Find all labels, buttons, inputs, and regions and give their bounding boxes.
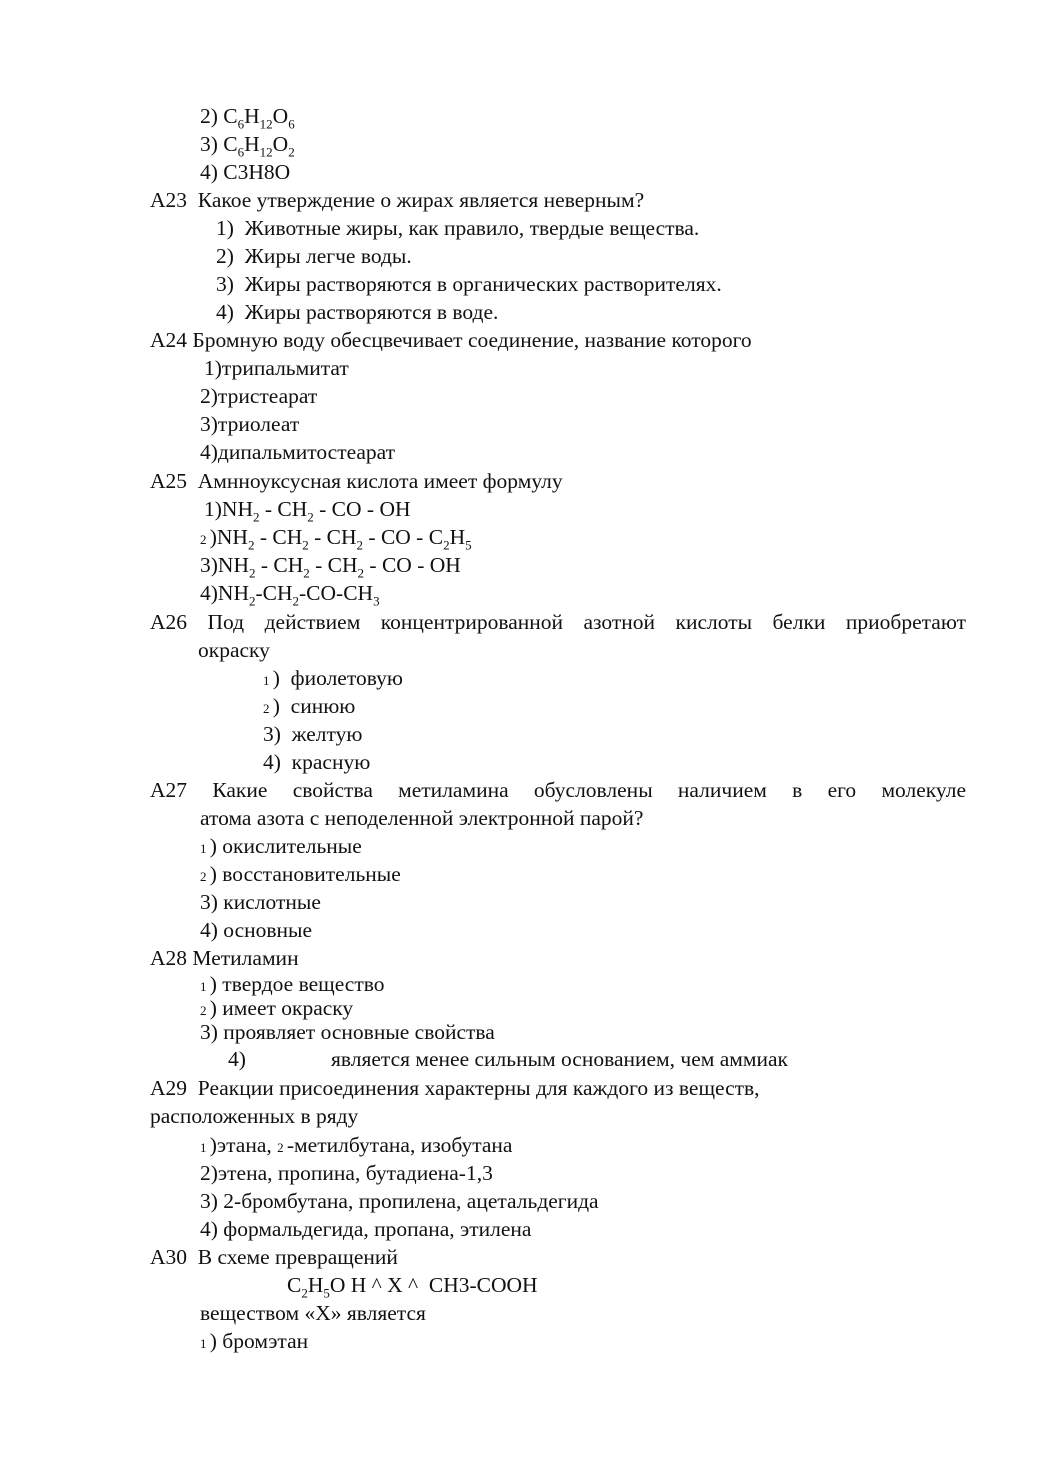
answer-option: 1) Животные жиры, как правило, твердые вещества. xyxy=(216,216,700,240)
answer-option: 3) $C_6H_{12}O_2$ xyxy=(200,132,295,160)
question-text: Амнноуксусная кислота имеет формулу xyxy=(197,469,563,493)
question-text-continuation: веществом «Х» является xyxy=(200,1301,426,1325)
answer-option: 3)триолеат xyxy=(200,412,300,436)
answer-option: 3) кислотные xyxy=(200,890,321,914)
answer-option: 3) 2-бромбутана, пропилена, ацетальдегида xyxy=(200,1189,599,1213)
question-text: Под действием концентрированной азотной кислоты белки приобретают xyxy=(207,610,967,634)
answer-option: 2 ) синюю xyxy=(263,694,356,718)
question-text-continuation: окраску xyxy=(198,638,270,662)
question-number: А28 xyxy=(150,946,188,970)
question-number: А24 xyxy=(150,328,188,352)
question-a28 xyxy=(150,945,299,971)
answer-option-number: 4) xyxy=(228,1047,246,1071)
question-a30 xyxy=(150,1244,398,1270)
question-text: Метиламин xyxy=(192,946,299,970)
question-text: Бромную воду обесцвечивает соединение, название которого xyxy=(192,328,752,352)
question-text: Реакции присоединения характерны для каждого из веществ, xyxy=(197,1076,760,1100)
answer-option: 2 ) восстановительные xyxy=(200,862,401,886)
answer-option: 2)тристеарат xyxy=(200,384,318,408)
question-text: Какие свойства метиламина обусловлены наличием в его молекуле xyxy=(212,778,966,802)
answer-option: 1 ) фиолетовую xyxy=(263,666,403,690)
answer-option: 4) Жиры растворяются в воде. xyxy=(216,300,499,324)
answer-option: 2 )$NH_2 - CH_2 - CH_2$ - CO - $C_2H_5$ xyxy=(200,525,472,553)
answer-option: 2)этена, пропина, бутадиена-1,3 xyxy=(200,1161,493,1185)
answer-option: 4) красную xyxy=(263,750,371,774)
question-a29 xyxy=(150,1075,760,1101)
answer-option: $3)NH_2 - CH_2 - CH_2$ - CO - OH xyxy=(200,553,461,581)
answer-option: 4) основные xyxy=(200,918,313,942)
answer-option: 1 ) бромэтан xyxy=(200,1329,309,1353)
answer-option: 2) $C_6H_{12}O_6$ xyxy=(200,104,295,132)
question-number: А26 xyxy=(150,610,188,634)
question-a24 xyxy=(150,327,752,353)
question-text: В схеме превращений xyxy=(197,1245,398,1269)
question-a23 xyxy=(150,187,644,213)
answer-option: 3) проявляет основные свойства xyxy=(200,1020,495,1044)
question-number: А29 xyxy=(150,1076,188,1100)
answer-option: 3) Жиры растворяются в органических растворителях. xyxy=(216,272,722,296)
answer-option: 4)дипальмитостеарат xyxy=(200,440,396,464)
answer-option: 4) формальдегида, пропана, этилена xyxy=(200,1217,532,1241)
question-number: А23 xyxy=(150,188,188,212)
question-number: А27 xyxy=(150,778,188,802)
answer-option: 1 )этана, 2 -метилбутана, изобутана xyxy=(200,1133,513,1157)
question-a26 xyxy=(150,609,966,635)
answer-option: 4) C3H8O xyxy=(200,160,291,184)
answer-option: $1)NH_2 - CH_2$ - CO - OH xyxy=(204,497,411,525)
answer-option: 3) желтую xyxy=(263,722,363,746)
answer-option: 2 ) имеет окраску xyxy=(200,996,354,1020)
answer-option: 2) Жиры легче воды. xyxy=(216,244,412,268)
question-number: А30 xyxy=(150,1245,188,1269)
question-text-continuation: атома азота с неподеленной электронной парой? xyxy=(200,806,644,830)
question-text-continuation: расположенных в ряду xyxy=(150,1104,359,1128)
question-a25 xyxy=(150,468,563,494)
answer-option-text: является менее сильным основанием, чем аммиак xyxy=(331,1047,789,1071)
answer-option: 1 ) твердое вещество xyxy=(200,972,385,996)
answer-option: 1 ) окислительные xyxy=(200,834,362,858)
reaction-scheme: $C_2H_5O$ H ^ X ^ CH3-COOH xyxy=(287,1273,538,1301)
question-text: Какое утверждение о жирах является неверным? xyxy=(197,188,645,212)
answer-option: 1)трипальмитат xyxy=(204,356,349,380)
question-a27 xyxy=(150,777,966,803)
question-number: А25 xyxy=(150,469,188,493)
answer-option: $4)NH_2-CH_2-CO-CH_3$ xyxy=(200,581,380,609)
